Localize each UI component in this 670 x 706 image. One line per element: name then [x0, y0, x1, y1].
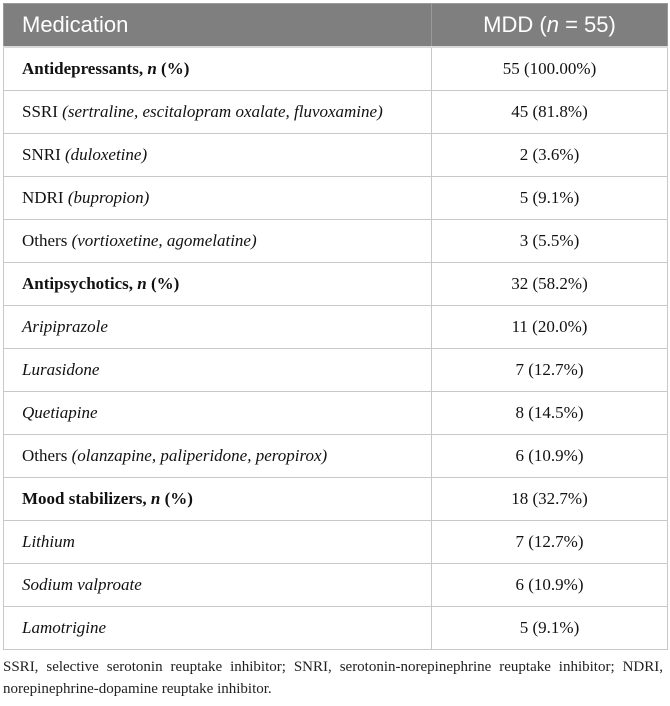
row-label — [4, 47, 432, 91]
row-label: Lithium — [4, 521, 432, 564]
drug-detail: (vortioxetine, agomelatine) — [71, 231, 257, 250]
header-row — [4, 4, 668, 48]
row-label — [4, 478, 432, 521]
table-footnote: SSRI, selective serotonin reuptake inhibitor; SNRI, serotonin-norepinephrine reuptake inhibitor; NDRI, norepinephrine-dopamine reuptake inhibitor. — [3, 659, 663, 697]
drug-class: Others — [22, 231, 72, 250]
drug-class: SSRI — [22, 102, 63, 121]
table-row — [4, 263, 668, 306]
category-n: n — [137, 274, 147, 293]
category-name: Mood stabilizers, — [22, 489, 151, 508]
table-row — [4, 134, 668, 177]
row-value: 6 (10.9%) — [432, 564, 668, 607]
row-label — [4, 134, 432, 177]
row-value: 45 (81.8%) — [432, 91, 668, 134]
table-row — [4, 220, 668, 263]
row-value: 3 (5.5%) — [432, 220, 668, 263]
row-value: 5 (9.1%) — [432, 177, 668, 220]
row-label — [4, 220, 432, 263]
table-row — [4, 392, 668, 435]
row-value: 5 (9.1%) — [432, 607, 668, 650]
row-value: 18 (32.7%) — [432, 478, 668, 521]
table-row — [4, 177, 668, 220]
row-value: 11 (20.0%) — [432, 306, 668, 349]
table-row — [4, 91, 668, 134]
category-n: n — [147, 59, 157, 78]
drug-detail: (sertraline, escitalopram oxalate, fluvoxamine) — [62, 102, 383, 121]
drug-class: Others — [22, 446, 72, 465]
row-label — [4, 263, 432, 306]
header-mdd-prefix: MDD ( — [483, 12, 547, 37]
category-pct: (%) — [160, 489, 193, 508]
table-row — [4, 564, 668, 607]
header-mdd-n: n — [546, 12, 559, 37]
row-value: 6 (10.9%) — [432, 435, 668, 478]
table-row — [4, 349, 668, 392]
row-label — [4, 91, 432, 134]
header-mdd-suffix: = 55) — [558, 12, 616, 37]
row-value: 32 (58.2%) — [432, 263, 668, 306]
row-label: Sodium valproate — [4, 564, 432, 607]
table-row — [4, 607, 668, 650]
table-row — [4, 47, 668, 91]
category-n: n — [150, 489, 161, 508]
row-label — [4, 177, 432, 220]
medication-table — [3, 3, 668, 650]
drug-detail: (bupropion) — [67, 188, 150, 207]
row-label: Aripiprazole — [4, 306, 432, 349]
header-mdd — [432, 4, 668, 48]
row-label: Lamotrigine — [4, 607, 432, 650]
drug-detail: (olanzapine, paliperidone, peropirox) — [71, 446, 328, 465]
row-value: 2 (3.6%) — [432, 134, 668, 177]
row-value: 7 (12.7%) — [432, 349, 668, 392]
drug-detail: (duloxetine) — [64, 145, 148, 164]
drug-class: NDRI — [22, 188, 68, 207]
row-value: 7 (12.7%) — [432, 521, 668, 564]
row-label: Quetiapine — [4, 392, 432, 435]
table-row — [4, 478, 668, 521]
row-value: 8 (14.5%) — [432, 392, 668, 435]
table-row — [4, 435, 668, 478]
table-row — [4, 306, 668, 349]
row-value: 55 (100.00%) — [432, 47, 668, 91]
row-label — [4, 435, 432, 478]
category-name: Antidepressants, — [22, 59, 148, 78]
category-pct: (%) — [146, 274, 180, 293]
category-name: Antipsychotics, — [22, 274, 138, 293]
category-pct: (%) — [156, 59, 190, 78]
row-label: Lurasidone — [4, 349, 432, 392]
drug-class: SNRI — [22, 145, 65, 164]
table-row — [4, 521, 668, 564]
header-medication: Medication — [4, 4, 432, 48]
